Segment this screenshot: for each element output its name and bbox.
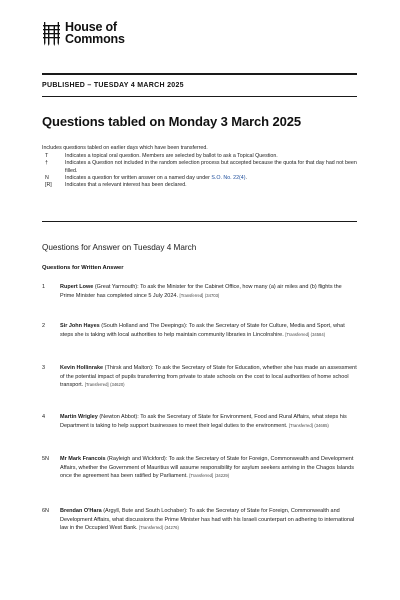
page-title: Questions tabled on Monday 3 March 2025: [42, 114, 302, 129]
transferred-status: [Transferred]: [289, 422, 313, 428]
transferred-status: [Transferred]: [84, 382, 109, 388]
member-constituency: (Newton Abbot):: [99, 414, 139, 420]
question-body: [60, 455, 357, 481]
question-text: To ask the Secretary of State for Foreign, Commonwealth and Development Affairs, whether the Government of Mauritius will assume responsibility for asylum seekers arriving in the Chagos Islands once the agreement has been ratified by Parliament.: [60, 456, 354, 480]
member-name: Sir John Hayes: [60, 323, 100, 329]
key-description: Indicates a Question not included in the random selection process but accepted because the quota for that day had not been filled.: [65, 160, 357, 174]
standing-order-link[interactable]: S.O. No. 22(4): [211, 174, 246, 181]
question-number: 1: [42, 284, 46, 290]
key-description: [55, 175, 357, 182]
key-description-text: Indicates a question for written answer on a named day under: [65, 174, 212, 181]
question-number: 2: [42, 323, 46, 329]
member-constituency: (Argyll, Bute and South Lochaber):: [103, 508, 188, 514]
logo-line-2: Commons: [65, 32, 125, 46]
key-symbol: †: [45, 160, 48, 167]
logo-wordmark: [65, 21, 125, 45]
transferred-status: [Transferred]: [189, 473, 214, 479]
question-reference: (34620): [110, 382, 125, 388]
question-reference: (34229): [214, 473, 230, 479]
transferred-status: [Transferred]: [285, 331, 310, 337]
question-reference: (34685): [314, 422, 329, 428]
question-text: To ask the Secretary of State for Culture, Media and Sport, what steps she is taking with local authorities to help maintain community libraries in Lincolnshire.: [60, 323, 345, 338]
question-body: [60, 413, 357, 430]
key-description: Indicates a topical oral question. Members are selected by ballot to ask a Topical Question.: [65, 153, 278, 160]
member-constituency: (Rayleigh and Wickford):: [107, 456, 168, 462]
question-item: [42, 364, 357, 390]
member-constituency: (Thirsk and Malton):: [104, 365, 154, 371]
logo-line-1: House of: [65, 20, 117, 34]
member-name: Martin Wrigley: [60, 414, 98, 420]
member-constituency: (South Holland and The Deepings):: [101, 323, 188, 329]
key-rule: [42, 221, 357, 222]
published-rule: [42, 96, 357, 97]
question-item: [42, 455, 357, 481]
question-body: [60, 507, 357, 533]
question-body: [60, 364, 357, 390]
top-rule: [42, 73, 357, 75]
question-item: [42, 322, 357, 339]
question-number: 5N: [42, 456, 50, 462]
key-symbol: T: [45, 153, 49, 160]
key-description-end: .: [245, 174, 247, 181]
question-text: To ask the Secretary of State for Education, whether she has made an assessment of the potential impact of pupils transferring from private to state schools on the cost to local authorities of home school transport.: [60, 365, 357, 389]
question-item: [42, 413, 357, 430]
question-body: [60, 322, 357, 339]
key-legend: [42, 145, 357, 189]
key-note: Includes questions tabled on earlier days which have been transferred.: [42, 145, 208, 151]
member-name: Mr Mark Francois: [60, 456, 106, 462]
member-name: Kevin Hollinrake: [60, 365, 104, 371]
key-row-dagger: [42, 160, 357, 174]
question-reference: (34703): [204, 292, 220, 298]
key-row-named-day: [42, 175, 357, 182]
transferred-status: [Transferred]: [139, 525, 163, 531]
member-constituency: (Great Yarmouth):: [94, 284, 139, 290]
member-name: Brendan O'Hara: [60, 508, 102, 514]
portcullis-icon: [42, 22, 61, 46]
key-row-topical: [42, 153, 357, 160]
house-of-commons-logo: [42, 21, 125, 46]
question-reference: (34584): [310, 331, 326, 337]
key-description: Indicates that a relevant interest has been declared.: [65, 182, 187, 189]
question-item: [42, 507, 357, 533]
question-number: 4: [42, 414, 46, 420]
sub-title: Questions for Written Answer: [42, 265, 124, 271]
question-item: [42, 283, 357, 300]
transferred-status: [Transferred]: [179, 292, 204, 298]
key-symbol: N: [45, 174, 49, 181]
question-body: [60, 283, 357, 300]
published-date: PUBLISHED – TUESDAY 4 MARCH 2025: [42, 82, 184, 89]
section-title: Questions for Answer on Tuesday 4 March: [42, 243, 197, 252]
question-text: To ask the Minister for the Cabinet Office, how many (a) air miles and (b) flights the Prime Minister has completed since 5 July 2024.: [60, 284, 342, 299]
question-number: 3: [42, 365, 46, 371]
question-number: 6N: [42, 508, 50, 514]
question-text: To ask the Secretary of State for Foreign, Commonwealth and Development Affairs, what discussions the Prime Minister has had with his Israeli counterpart on adhering to international law in the Occupied West Bank.: [60, 508, 355, 532]
key-symbol: [R]: [45, 182, 52, 189]
question-text: To ask the Secretary of State for Environment, Food and Rural Affairs, what steps his Department is taking to help support businesses to meet their legal duties to the environment.: [60, 414, 347, 429]
key-row-interest: [42, 182, 357, 189]
question-reference: (34276): [164, 525, 179, 531]
member-name: Rupert Lowe: [60, 284, 94, 290]
